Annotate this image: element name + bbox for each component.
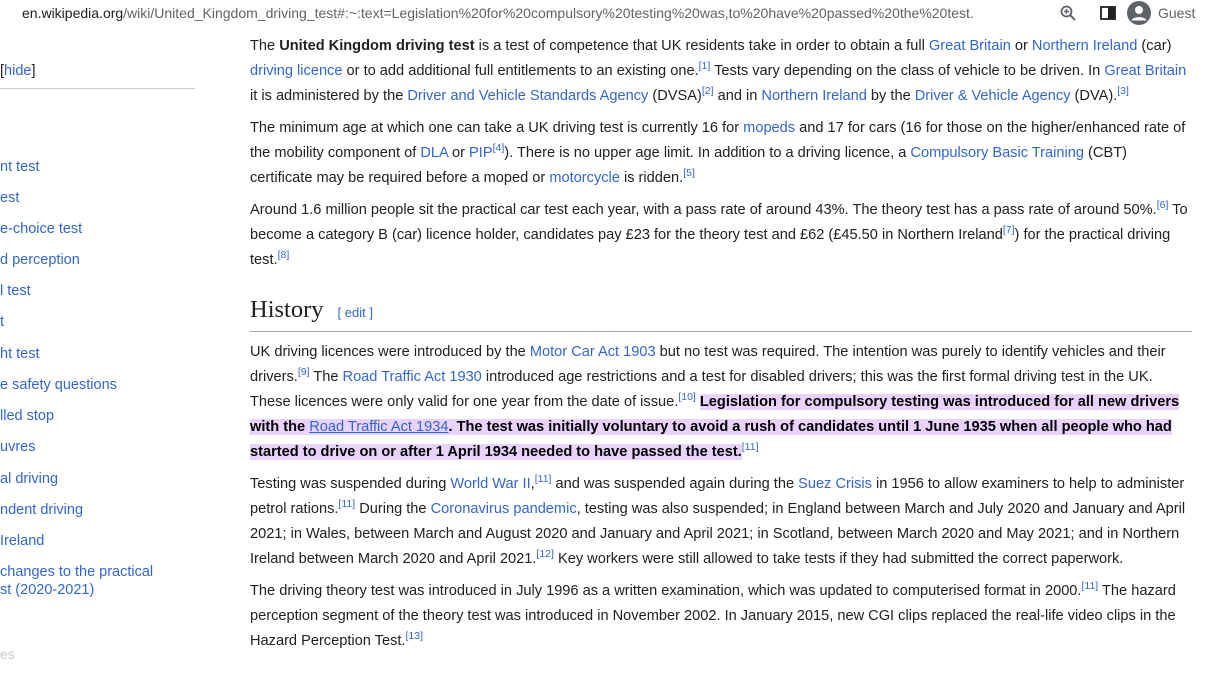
zoom-icon[interactable] bbox=[1059, 4, 1077, 22]
text: , testing was also suspended; in England between March and July 2020 and January and April 2021; in Wales, between March and August 2020 and January and April 2021; in Scotland, between March 2020 and May 2021; and in Northern Ireland between March 2020 and April 2021. bbox=[250, 501, 1186, 567]
text: ) for the practical driving test. bbox=[250, 227, 1171, 268]
citation[interactable]: [11] bbox=[741, 441, 759, 454]
paragraph-history-3 bbox=[250, 579, 1192, 654]
toc-item-multiline[interactable] bbox=[0, 563, 153, 599]
citation[interactable]: [11] bbox=[534, 473, 552, 486]
text: or bbox=[1010, 38, 1032, 54]
paragraph-intro bbox=[250, 34, 1192, 109]
citation[interactable]: [9] bbox=[297, 366, 310, 379]
text: is a test of competence that UK residents take in order to obtain a full bbox=[474, 38, 929, 54]
text: (DVA). bbox=[1070, 88, 1118, 104]
toc-item-line: changes to the practical bbox=[0, 564, 154, 580]
citation[interactable]: [5] bbox=[683, 167, 695, 180]
text: The minimum age at which one can take a UK driving test is currently 16 for bbox=[250, 120, 744, 136]
side-panel-icon[interactable] bbox=[1099, 4, 1117, 22]
text: in 1956 to allow examiners to help to administer petrol rations. bbox=[250, 476, 1185, 517]
text: but no test was required. The intention was purely to identify vehicles and their drivers. bbox=[250, 344, 1166, 385]
link-driving-licence[interactable]: driving licence bbox=[250, 63, 343, 79]
citation[interactable]: [3] bbox=[1117, 85, 1129, 98]
text: Legislation for compulsory testing was introduced for all new drivers with the bbox=[250, 394, 1180, 435]
edit-section-link[interactable] bbox=[338, 305, 373, 320]
text: The hazard perception segment of the theory test was introduced in November 2002. In January 2015, new CGI clips replaced the real-life video clips in the Hazard Perception Test. bbox=[250, 583, 1176, 649]
toc-item[interactable]: d perception bbox=[0, 252, 80, 268]
text: it is administered by the bbox=[250, 88, 408, 104]
text: introduced age restrictions and a test for disabled drivers; this was the first formal driving test in the UK. These licences were only valid for one year from the date of issue. bbox=[250, 369, 1153, 410]
url-host: en.wikipedia.org bbox=[22, 5, 124, 21]
text: During the bbox=[355, 501, 431, 517]
text: UK driving licences were introduced by the bbox=[250, 344, 530, 360]
edit-close: ] bbox=[365, 305, 373, 320]
heading-text: History bbox=[250, 296, 324, 323]
toc-item[interactable]: al driving bbox=[0, 471, 59, 487]
text: Around 1.6 million people sit the practical car test each year, with a pass rate of around 43%. The theory test has a pass rate of around 50%. bbox=[250, 202, 1157, 218]
browser-toolbar bbox=[0, 0, 1209, 27]
toc-item[interactable]: Ireland bbox=[0, 533, 45, 549]
link-dva[interactable]: Driver & Vehicle Agency bbox=[914, 88, 1071, 104]
text: is ridden. bbox=[619, 170, 684, 186]
toc-item[interactable]: uvres bbox=[0, 439, 36, 455]
citation[interactable]: [13] bbox=[405, 630, 423, 643]
profile-label[interactable]: Guest bbox=[1158, 5, 1196, 21]
text: Testing was suspended during bbox=[250, 476, 451, 492]
toc-sidebar bbox=[0, 27, 200, 674]
link-pip[interactable]: PIP bbox=[469, 145, 493, 161]
text: The driving theory test was introduced in July 1996 as a written examination, which was updated to computerised format in 2000. bbox=[250, 583, 1082, 599]
link-coronavirus-pandemic[interactable]: Coronavirus pandemic bbox=[430, 501, 577, 517]
citation[interactable]: [10] bbox=[678, 391, 696, 404]
paragraph-age bbox=[250, 116, 1192, 191]
text: or to add additional full entitlements to an existing one. bbox=[342, 63, 699, 79]
link-suez-crisis[interactable]: Suez Crisis bbox=[798, 476, 872, 492]
text: and was suspended again during the bbox=[551, 476, 799, 492]
article-body bbox=[250, 34, 1192, 661]
text: (DVSA) bbox=[648, 88, 702, 104]
citation[interactable]: [1] bbox=[698, 60, 711, 73]
toc-hide-close: ] bbox=[31, 63, 36, 79]
article-subject: United Kingdom driving test bbox=[279, 38, 475, 54]
text: by the bbox=[866, 88, 915, 104]
toc-item[interactable]: nt test bbox=[0, 159, 40, 175]
address-bar[interactable] bbox=[22, 5, 974, 21]
link-northern-ireland[interactable]: Northern Ireland bbox=[1031, 38, 1138, 54]
text: and 17 for cars (16 for those on the higher/enhanced rate of the mobility component of bbox=[250, 120, 1186, 161]
citation[interactable]: [12] bbox=[536, 548, 554, 561]
citation[interactable]: [11] bbox=[1081, 580, 1099, 593]
paragraph-statistics bbox=[250, 198, 1192, 273]
paragraph-history-2 bbox=[250, 472, 1192, 572]
link-road-traffic-act-1934[interactable]: Road Traffic Act 1934 bbox=[309, 419, 449, 435]
text: The bbox=[250, 38, 280, 54]
text: (CBT) certificate may be required before a moped or bbox=[250, 145, 1127, 186]
text: and in bbox=[713, 88, 762, 104]
citation[interactable]: [2] bbox=[701, 85, 714, 98]
text: (car) bbox=[1137, 38, 1172, 54]
toc-item[interactable]: ht test bbox=[0, 346, 40, 362]
profile-avatar-icon[interactable] bbox=[1127, 1, 1151, 25]
text: The bbox=[309, 369, 343, 385]
link-dvsa[interactable]: Driver and Vehicle Standards Agency bbox=[407, 88, 649, 104]
toc-item[interactable]: e-choice test bbox=[0, 221, 83, 237]
edit-open: [ bbox=[337, 305, 345, 320]
toc-item[interactable]: e safety questions bbox=[0, 377, 117, 393]
citation[interactable]: [6] bbox=[1156, 199, 1169, 212]
link-northern-ireland[interactable]: Northern Ireland bbox=[761, 88, 867, 104]
citation[interactable]: [8] bbox=[277, 249, 290, 262]
toc-divider bbox=[0, 88, 195, 89]
toc-item[interactable]: ndent driving bbox=[0, 502, 84, 518]
url-path: /wiki/United_Kingdom_driving_test#:~:text=Legislation%20for%20compulsory%20testing%20was,to%20have%20passed%20the%20test. bbox=[123, 5, 974, 21]
text: . The test was initially voluntary to avoid a rush of candidates until 1 June 1935 when all people who had started to drive on or after 1 April 1934 needed to have passed the test. bbox=[250, 419, 1172, 460]
paragraph-history-1 bbox=[250, 340, 1192, 465]
text: To become a category B (car) licence holder, candidates pay £23 for the theory test and £62 (£45.50 in Northern Ireland bbox=[250, 202, 1188, 243]
toc-item[interactable]: est bbox=[0, 190, 20, 206]
section-heading-history bbox=[250, 295, 1192, 332]
text: Key workers were still allowed to take tests if they had submitted the correct paperwork. bbox=[553, 551, 1124, 567]
link-road-traffic-act-1930[interactable]: Road Traffic Act 1930 bbox=[342, 369, 482, 385]
toc-faded-item: es bbox=[0, 646, 15, 662]
citation[interactable]: [7] bbox=[1002, 224, 1015, 237]
link-world-war-ii[interactable]: World War II bbox=[450, 476, 531, 492]
toc-item[interactable]: t bbox=[0, 314, 5, 330]
link-cbt[interactable]: Compulsory Basic Training bbox=[910, 145, 1084, 161]
link-motor-car-act-1903[interactable]: Motor Car Act 1903 bbox=[529, 344, 656, 360]
toc-hide-open: [ bbox=[0, 63, 5, 79]
link-dla[interactable]: DLA bbox=[420, 145, 448, 161]
link-mopeds[interactable]: mopeds bbox=[743, 120, 796, 136]
link-motorcycle[interactable]: motorcycle bbox=[549, 170, 620, 186]
link-great-britain[interactable]: Great Britain bbox=[928, 38, 1011, 54]
toc-hide-toggle[interactable] bbox=[0, 63, 35, 79]
toc-item-line: st (2020-2021) bbox=[0, 582, 95, 598]
citation[interactable]: [11] bbox=[338, 498, 356, 511]
text: Tests vary depending on the class of vehicle to be driven. In bbox=[710, 63, 1105, 79]
toc-item[interactable]: l test bbox=[0, 283, 31, 299]
link-great-britain[interactable]: Great Britain bbox=[1104, 63, 1187, 79]
edit-label: edit bbox=[344, 305, 366, 320]
toc-hide-label: hide bbox=[4, 63, 32, 79]
toc-item[interactable]: lled stop bbox=[0, 408, 55, 424]
text: or bbox=[447, 145, 470, 161]
text: ). There is no upper age limit. In addition to a driving licence, a bbox=[504, 145, 911, 161]
text: , bbox=[530, 476, 535, 492]
citation[interactable]: [4] bbox=[492, 142, 505, 155]
